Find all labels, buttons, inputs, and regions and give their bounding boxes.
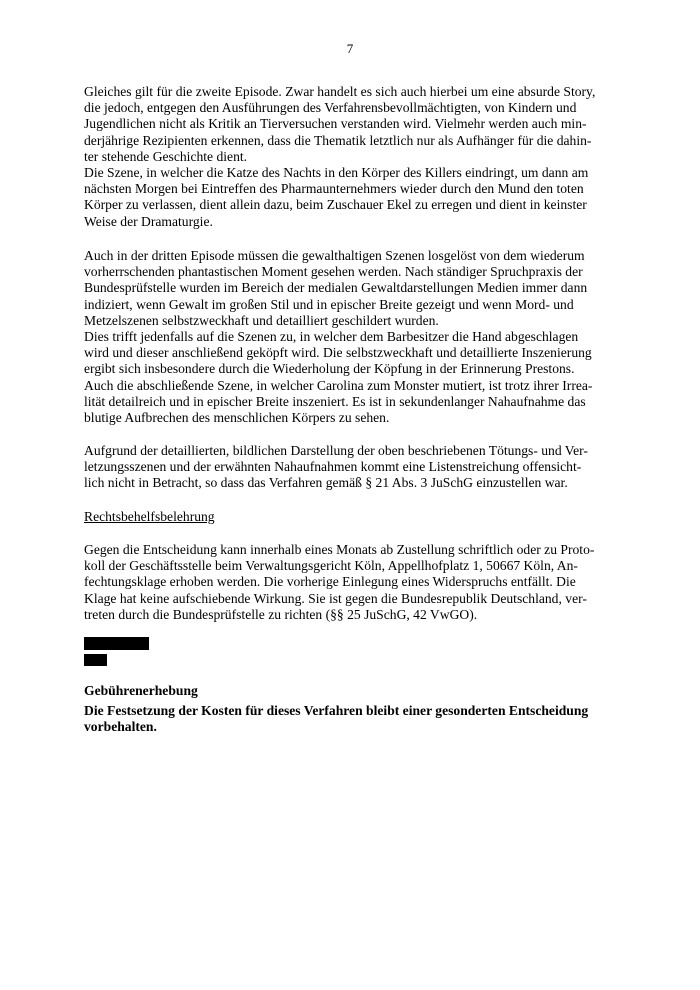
text-line: derjährige Rezipienten erkennen, dass die Thematik letztlich nur als Aufhänger für die dahin- — [84, 132, 592, 148]
text-line: Bundesprüfstelle wurden im Bereich der medialen Gewaltdarstellungen Medien immer dann — [84, 280, 588, 296]
text-line: treten durch die Bundesprüfstelle zu richten (§§ 25 JuSchG, 42 VwGO). — [84, 606, 478, 622]
text-line: vorherrschenden phantastischen Moment gesehen werden. Nach ständiger Spruchpraxis der — [84, 264, 583, 280]
text-line: wird und dieser anschließend geköpft wird. Die selbstzweckhaft und detaillierte Inszenierung — [84, 345, 592, 361]
text-line: indiziert, wenn Gewalt im großen Stil und in epischer Breite gezeigt und wenn Mord- und — [84, 296, 574, 312]
text-line: ter stehende Geschichte dient. — [84, 148, 248, 164]
legal-notice-heading: Rechtsbehelfsbelehrung — [84, 509, 215, 524]
text-line: die jedoch, entgegen den Ausführungen des Verfahrensbevollmächtigten, von Kindern und — [84, 100, 577, 116]
text-line: nächsten Morgen bei Eintreffen des Pharmaunternehmers wieder durch den Mund den toten — [84, 181, 584, 197]
text-line: Weise der Dramaturgie. — [84, 213, 213, 229]
paragraph-episode-two — [84, 84, 624, 230]
text-line: fechtungsklage erhoben werden. Die vorherige Einlegung eines Widerspruchs entfällt. Die — [84, 574, 576, 590]
fees-body — [84, 703, 624, 735]
fees-heading: Gebührenerhebung — [84, 683, 198, 698]
text-line: blutige Aufbrechen des menschlichen Körpers zu sehen. — [84, 410, 390, 426]
text-line: Körper zu verlassen, dient allein dazu, beim Zuschauer Ekel zu erregen und dient in keinster — [84, 197, 587, 213]
redaction-block — [84, 654, 107, 666]
text-line: Auch in der dritten Episode müssen die gewalthaltigen Szenen losgelöst von dem wiederum — [84, 248, 585, 263]
page-number: 7 — [346, 41, 354, 56]
paragraph-conclusion — [84, 443, 624, 492]
text-line: Aufgrund der detaillierten, bildlichen Darstellung der oben beschriebenen Tötungs- und Ver- — [84, 443, 588, 458]
text-line: Gegen die Entscheidung kann innerhalb eines Monats ab Zustellung schriftlich oder zu Proto- — [84, 542, 595, 557]
text-line: ergibt sich insbesondere durch die Wiederholung der Köpfung in der Erinnerung Prestons. — [84, 361, 575, 377]
text-line: Die Festsetzung der Kosten für dieses Verfahren bleibt einer gesonderten Entscheidung — [84, 703, 589, 718]
paragraph-episode-three — [84, 248, 624, 426]
text-line: Gleiches gilt für die zweite Episode. Zwar handelt es sich auch hierbei um eine absurde Story, — [84, 84, 596, 99]
text-line: lich nicht in Betracht, so dass das Verfahren gemäß § 21 Abs. 3 JuSchG einzustellen war. — [84, 475, 568, 491]
text-line: Dies trifft jedenfalls auf die Szenen zu, in welcher dem Barbesitzer die Hand abgeschlagen — [84, 329, 579, 345]
text-line: koll der Geschäftsstelle beim Verwaltungsgericht Köln, Appellhofplatz 1, 50667 Köln, An- — [84, 558, 578, 574]
text-line: lität detailreich und in epischer Breite inszeniert. Es ist in sekundenlanger Nahaufnahme das — [84, 393, 586, 409]
legal-notice-body — [84, 542, 624, 623]
text-line: vorbehalten. — [84, 719, 157, 735]
text-line: Jugendlichen nicht als Kritik an Tierversuchen verstanden wird. Vielmehr werden auch min- — [84, 116, 587, 132]
text-line: Klage hat keine aufschiebende Wirkung. Sie ist gegen die Bundesrepublik Deutschland, ver- — [84, 590, 587, 606]
text-line: letzungsszenen und der erwähnten Nahaufnahmen kommt eine Listenstreichung offensicht- — [84, 459, 582, 475]
redaction-block — [84, 637, 149, 650]
text-line: Die Szene, in welcher die Katze des Nachts in den Körper des Killers eindringt, um dann am — [84, 165, 589, 181]
text-line: Auch die abschließende Szene, in welcher Carolina zum Monster mutiert, ist trotz ihrer Irrea- — [84, 377, 593, 393]
text-line: Metzelszenen selbstzweckhaft und detailliert geschildert wurden. — [84, 312, 439, 328]
